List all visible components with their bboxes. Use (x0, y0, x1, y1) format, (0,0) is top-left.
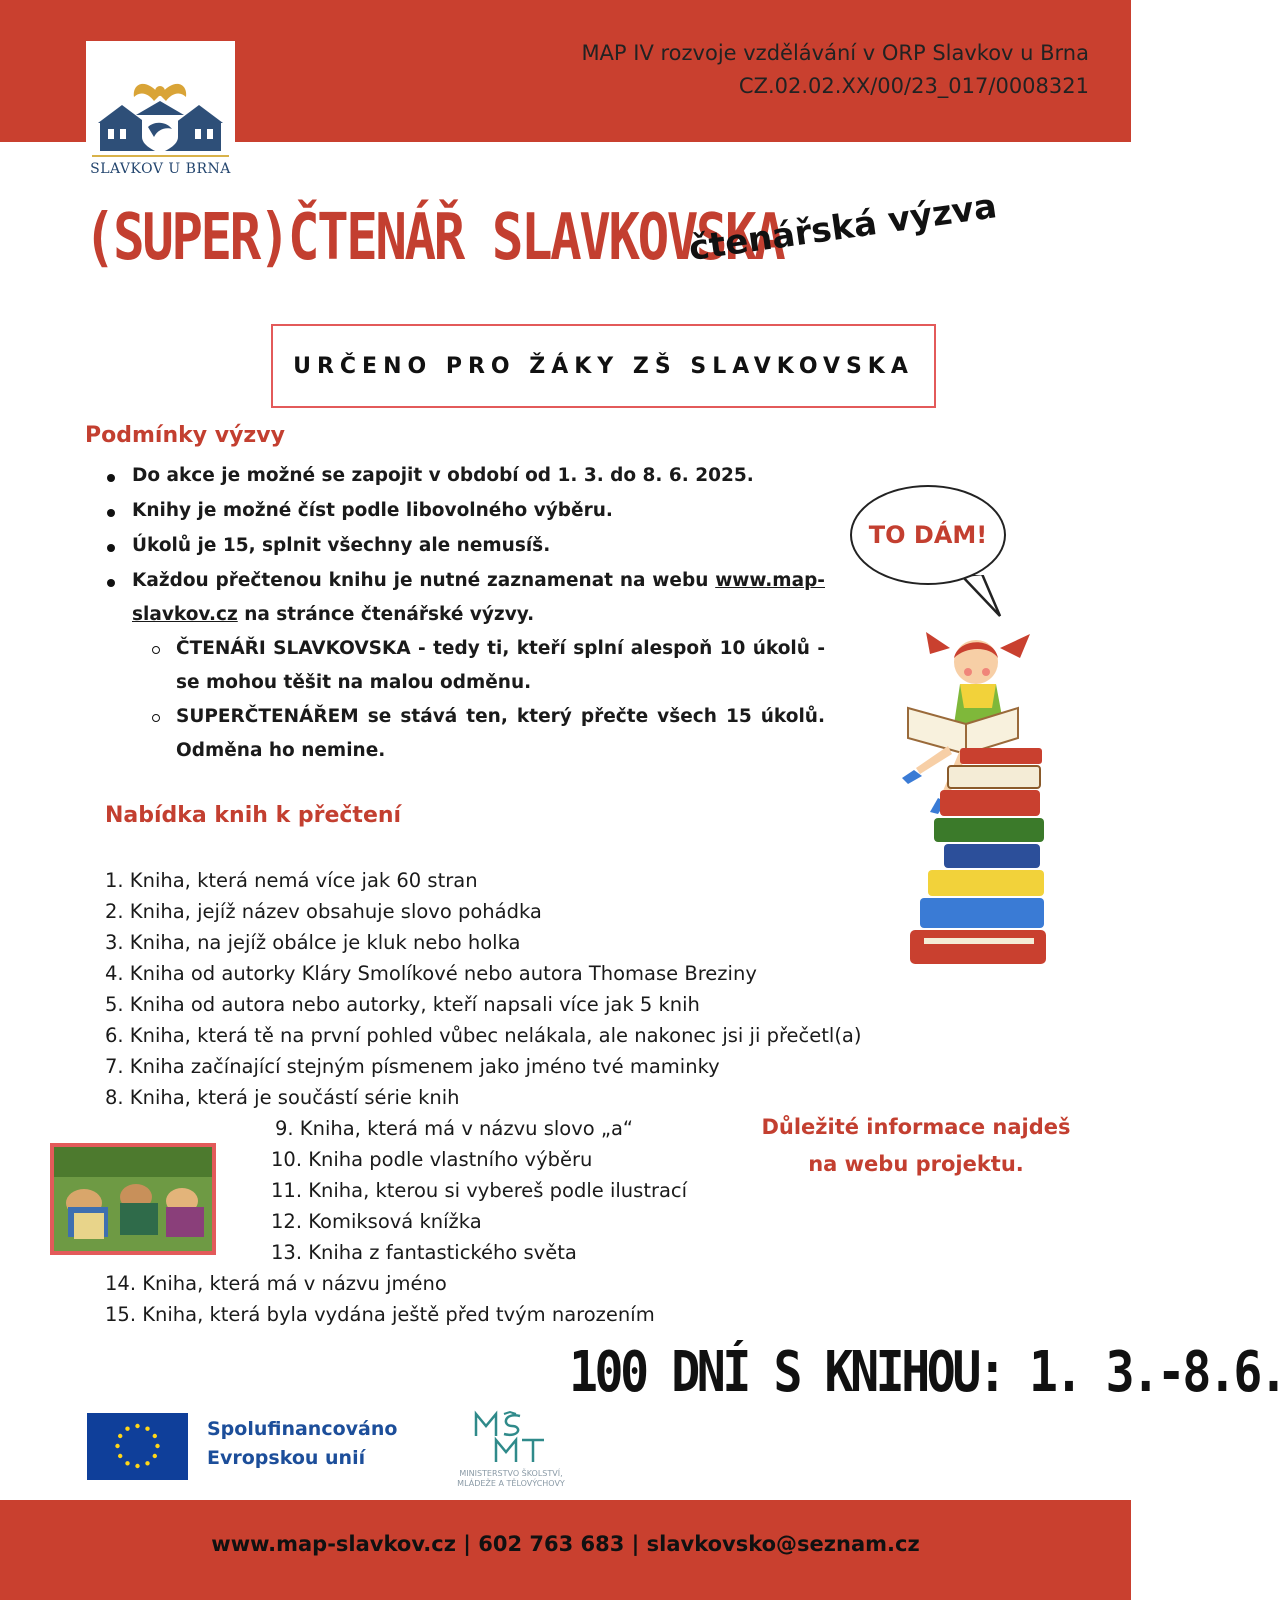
website-link[interactable]: www.map-slavkov.cz (132, 570, 825, 625)
book-item: 4. Kniha od autorky Kláry Smolíkové nebo autora Thomase Breziny (105, 962, 757, 985)
town-logo (86, 41, 235, 186)
book-list-heading: Nabídka knih k přečtení (105, 803, 402, 828)
conditions-heading: Podmínky výzvy (85, 423, 285, 448)
book-item: 1. Kniha, která nemá více jak 60 stran (105, 869, 478, 892)
eu-cofunded-line1: Spolufinancováno (207, 1418, 398, 1440)
condition-item: Knihy je možné číst podle libovolného výběru. (103, 494, 825, 528)
target-audience-box (271, 324, 936, 408)
book-item: 13. Kniha z fantastického světa (271, 1241, 577, 1264)
project-name: MAP IV rozvoje vzdělávání v ORP Slavkov u Brna (581, 41, 1089, 65)
bullet-icon (107, 579, 115, 587)
speech-bubble (850, 485, 1006, 585)
sub-bullet-icon (152, 646, 160, 654)
book-item: 9. Kniha, která má v názvu slovo „a“ (275, 1117, 634, 1140)
challenge-dates: 100 DNÍ S KNIHOU: 1. 3.-8.6. (569, 1340, 1285, 1405)
book-item: 2. Kniha, jejíž název obsahuje slovo pohádka (105, 900, 542, 923)
important-info-note: Důležité informace najdeš na webu projektu. (761, 1115, 1071, 1176)
eu-flag-icon (87, 1413, 188, 1480)
condition-item: Každou přečtenou knihu je nutné zaznamenat na webu www.map-slavkov.cz na stránce čtenářské výzvy. (103, 564, 825, 632)
book-item: 15. Kniha, která byla vydána ještě před tvým narozením (105, 1303, 655, 1326)
children-reading-photo (50, 1143, 216, 1255)
msmt-logo-icon (474, 1412, 548, 1464)
msmt-caption: MINISTERSTVO ŠKOLSTVÍ, MLÁDEŽE A TĚLOVÝCHOVY (457, 1469, 565, 1488)
girl-reading-illustration (900, 628, 1050, 968)
eu-cofunded-line2: Evropskou unií (207, 1447, 366, 1469)
condition-item: Úkolů je 15, splnit všechny ale nemusíš. (103, 529, 825, 563)
footer-contact[interactable]: www.map-slavkov.cz | 602 763 683 | slavkovsko@seznam.cz (211, 1532, 920, 1556)
town-crest-icon (96, 75, 225, 153)
book-item: 14. Kniha, která má v názvu jméno (105, 1272, 447, 1295)
bullet-icon (107, 509, 115, 517)
book-item: 11. Kniha, kterou si vybereš podle ilustrací (271, 1179, 688, 1202)
logo-caption: SLAVKOV U BRNA (90, 161, 231, 177)
bullet-icon (107, 544, 115, 552)
book-item: 5. Kniha od autora nebo autorky, kteří napsali více jak 5 knih (105, 993, 700, 1016)
children-reading-image (54, 1147, 212, 1251)
sub-bullet-icon (152, 714, 160, 722)
book-item: 12. Komiksová knížka (271, 1210, 482, 1233)
bullet-icon (107, 474, 115, 482)
speech-bubble-text: TO DÁM! (868, 521, 988, 549)
book-item: 8. Kniha, která je součástí série knih (105, 1086, 460, 1109)
book-item: 6. Kniha, která tě na první pohled vůbec nelákala, ale nakonec jsi ji přečetl(a) (105, 1024, 862, 1047)
reward-item: ČTENÁŘI SLAVKOVSKA - tedy ti, kteří splní alespoň 10 úkolů - se mohou těšit na malou odměnu. (148, 632, 825, 700)
book-item: 3. Kniha, na jejíž obálce je kluk nebo holka (105, 931, 521, 954)
eu-stars-icon (87, 1413, 188, 1480)
reward-item: SUPERČTENÁŘEM se stává ten, který přečte všech 15 úkolů. Odměna ho nemine. (148, 700, 825, 768)
page-subtitle: čtenářská výzva (686, 186, 1000, 269)
book-item: 10. Kniha podle vlastního výběru (271, 1148, 593, 1171)
project-number: CZ.02.02.XX/00/23_017/0008321 (738, 74, 1089, 98)
condition-item: Do akce je možné se zapojit v období od 1. 3. do 8. 6. 2025. (103, 459, 825, 493)
page-title: (SUPER)ČTENÁŘ SLAVKOVSKA (84, 201, 784, 275)
target-audience-text: URČENO PRO ŽÁKY ZŠ SLAVKOVSKA (293, 353, 914, 379)
logo-divider (92, 155, 229, 157)
book-item: 7. Kniha začínající stejným písmenem jako jméno tvé maminky (105, 1055, 720, 1078)
